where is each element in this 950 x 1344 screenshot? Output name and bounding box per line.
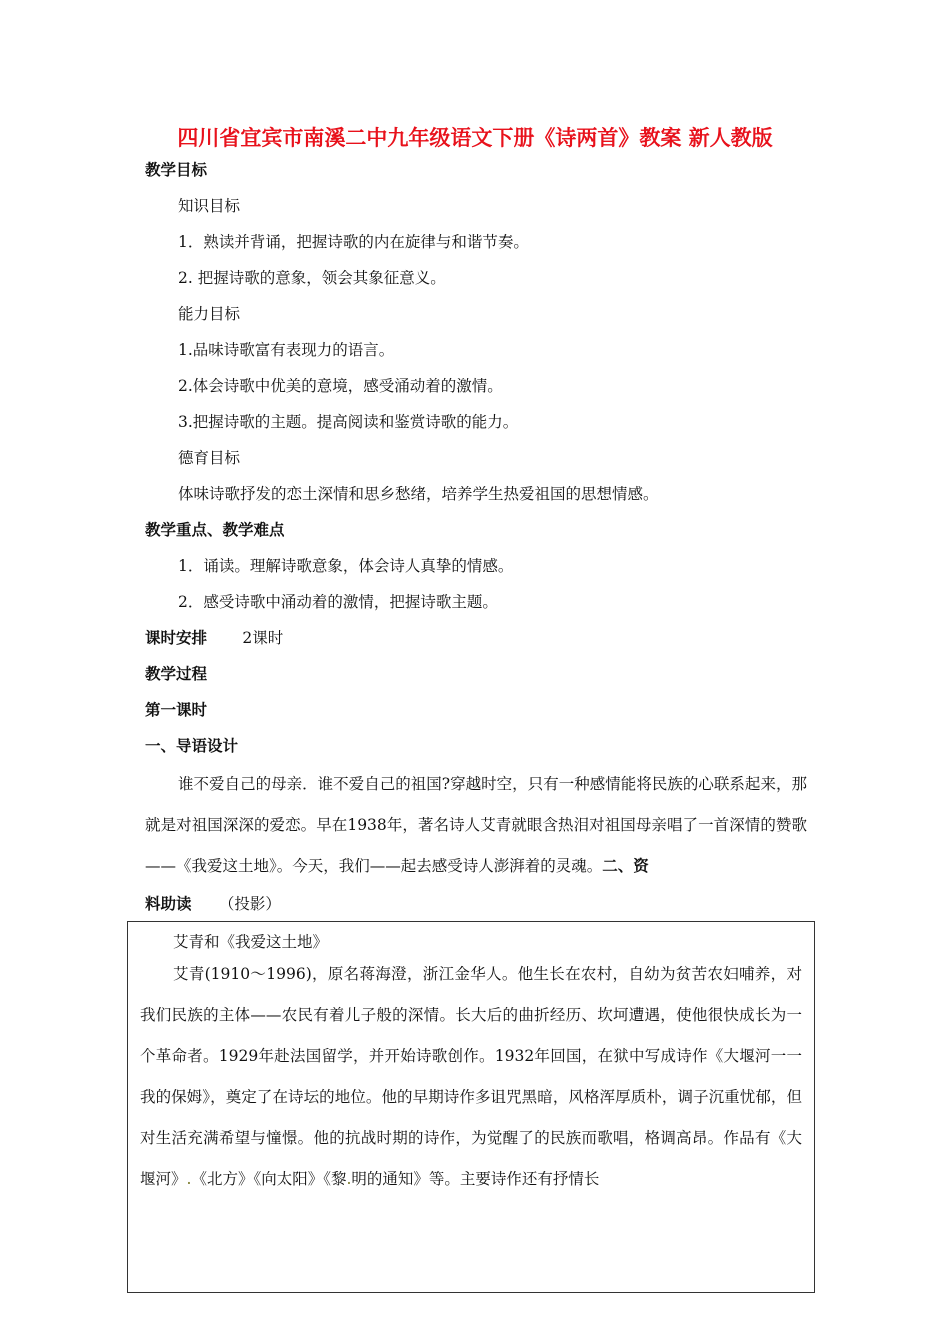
document-title: 四川省宜宾市南溪二中九年级语文下册《诗两首》教案 新人教版 xyxy=(177,126,773,150)
materials-heading-line xyxy=(145,892,281,914)
heading-lesson-1: 第一课时 xyxy=(145,701,208,719)
box-text-2: 《北方》《向太阳》《黎 xyxy=(191,1170,347,1188)
subheading-moral: 德育目标 xyxy=(178,449,241,467)
subheading-ability: 能力目标 xyxy=(178,305,241,323)
moral-item-1: 体味诗歌抒发的恋土深情和思乡愁绪，培养学生热爱祖国的思想情感。 xyxy=(178,485,659,503)
heading-process: 教学过程 xyxy=(145,665,208,683)
key-point-1: 1．诵读。理解诗歌意象，体会诗人真挚的情感。 xyxy=(178,557,514,575)
box-paragraph xyxy=(140,954,802,1200)
heading-intro: 一、导语设计 xyxy=(145,737,239,755)
box-text-1: 艾青(1910～1996)，原名蒋海澄，浙江金华人。他生长在农村，自幼为贫苦农妇哺养，对我们民族的主体——农民有着儿子般的深情。长大后的曲折经历、坎坷遭遇，使他很快成长为一个革命者。1929年赴法国留学，并开始诗歌创作。1932年回国，在狱中写成诗作《大堰河一一我的保姆》，奠定了在诗坛的地位。他的早期诗作多诅咒黑暗，风格浑厚质朴，调子沉重忧郁，但对生活充满希望与憧憬。他的抗战时期的诗作，为觉醒了的民族而歌唱，格调高昂。作品有《大堰河》 xyxy=(140,965,802,1188)
materials-box xyxy=(127,921,815,1293)
materials-note: （投影） xyxy=(218,895,281,913)
subheading-knowledge: 知识目标 xyxy=(178,197,241,215)
box-dot-1: . xyxy=(186,1170,192,1188)
ability-item-2: 2.体会诗歌中优美的意境，感受涌动着的激情。 xyxy=(178,377,503,395)
schedule-value: 2课时 xyxy=(242,629,284,647)
knowledge-item-1: 1．熟读并背诵，把握诗歌的内在旋律与和谐节奏。 xyxy=(178,233,529,251)
heading-teaching-goals: 教学目标 xyxy=(145,161,208,179)
heading-schedule xyxy=(145,626,283,648)
ability-item-1: 1.品味诗歌富有表现力的语言。 xyxy=(178,341,395,359)
materials-heading-part-a: 二、资 xyxy=(602,857,649,875)
key-point-2: 2．感受诗歌中涌动着的激情，把握诗歌主题。 xyxy=(178,593,498,611)
box-dot-2: . xyxy=(346,1170,352,1188)
schedule-label: 课时安排 xyxy=(145,629,208,647)
box-title: 艾青和《我爱这土地》 xyxy=(173,933,329,951)
intro-paragraph xyxy=(145,764,807,887)
heading-key-points: 教学重点、教学难点 xyxy=(145,521,285,539)
knowledge-item-2: 2. 把握诗歌的意象，领会其象征意义。 xyxy=(178,269,446,287)
materials-heading-part-b: 料助读 xyxy=(145,895,192,913)
ability-item-3: 3.把握诗歌的主题。提高阅读和鉴赏诗歌的能力。 xyxy=(178,413,519,431)
intro-text: 谁不爱自己的母亲．谁不爱自己的祖国?穿越时空，只有一种感情能将民族的心联系起来，那就是对祖国深深的爱恋。早在1938年，著名诗人艾青就眼含热泪对祖国母亲唱了一首深情的赞歌——《我爱这土地》。今天，我们——起去感受诗人澎湃着的灵魂。 xyxy=(145,775,807,875)
box-text-3: 明的通知》等。主要诗作还有抒情长 xyxy=(351,1170,600,1188)
